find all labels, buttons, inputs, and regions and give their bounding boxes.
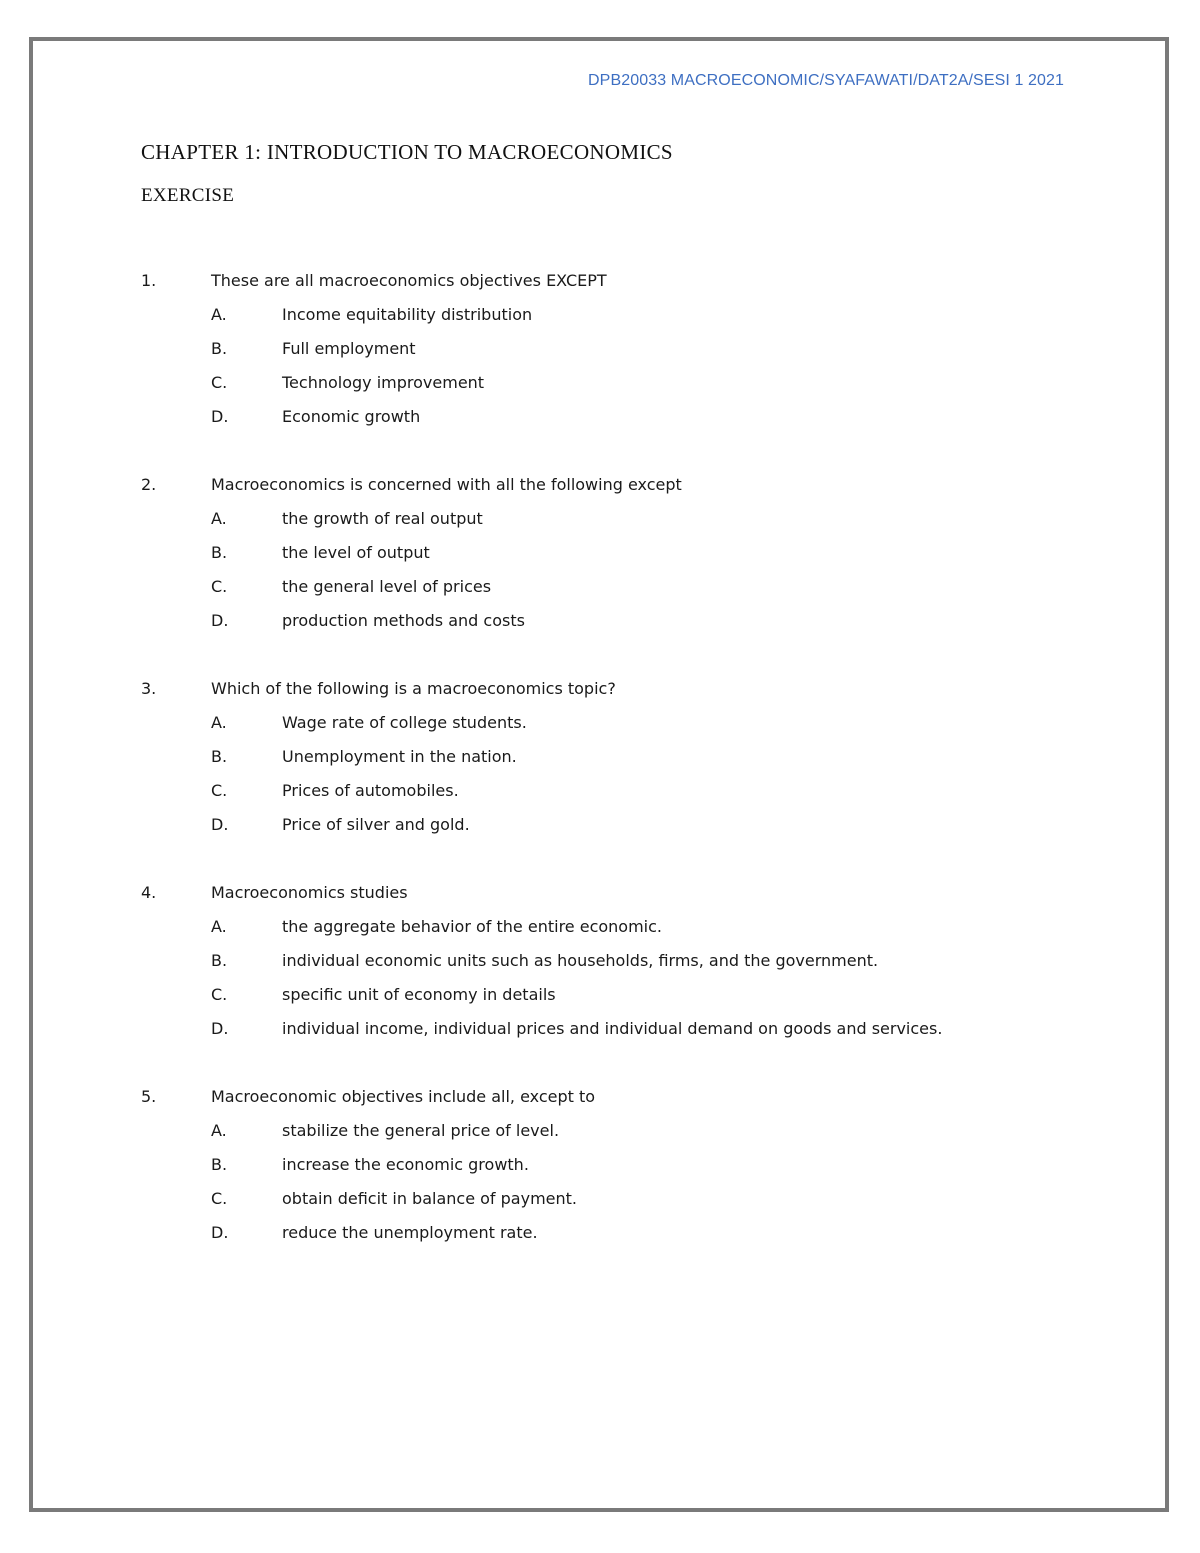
question-2 [141,474,1141,644]
option-text: production methods and costs [282,611,525,630]
option-a [141,916,1141,950]
question-5 [141,1086,1141,1256]
option-letter: D. [211,1223,229,1242]
question-1 [141,270,1141,440]
option-a [141,712,1141,746]
option-text: reduce the unemployment rate. [282,1223,538,1242]
option-b [141,950,1141,984]
option-letter: D. [211,1019,229,1038]
option-text: specific unit of economy in details [282,985,556,1004]
option-b [141,1154,1141,1188]
question-number: 4. [141,883,157,902]
option-letter: A. [211,1121,227,1140]
question-text: Macroeconomic objectives include all, except to [211,1087,596,1106]
option-text: Price of silver and gold. [282,815,470,834]
option-letter: B. [211,1155,228,1174]
option-text: individual income, individual prices and individual demand on goods and services. [282,1019,943,1038]
question-stem [141,1086,1141,1120]
option-letter: A. [211,917,227,936]
section-label: EXERCISE [141,185,235,206]
option-c [141,780,1141,814]
option-text: increase the economic growth. [282,1155,529,1174]
option-b [141,338,1141,372]
option-text: Unemployment in the nation. [282,747,517,766]
option-letter: A. [211,713,227,732]
option-text: Wage rate of college students. [282,713,527,732]
option-c [141,1188,1141,1222]
question-stem [141,678,1141,712]
option-letter: A. [211,509,227,528]
option-d [141,1018,1141,1052]
option-letter: D. [211,611,229,630]
option-letter: B. [211,339,228,358]
option-d [141,406,1141,440]
option-letter: B. [211,951,228,970]
option-text: Prices of automobiles. [282,781,459,800]
question-text: These are all macroeconomics objectives EXCEPT [211,271,607,290]
option-d [141,1222,1141,1256]
question-text: Macroeconomics is concerned with all the following except [211,475,682,494]
option-letter: B. [211,747,228,766]
option-letter: B. [211,543,228,562]
option-text: Income equitability distribution [282,305,533,324]
option-a [141,508,1141,542]
option-c [141,576,1141,610]
question-stem [141,474,1141,508]
option-c [141,372,1141,406]
option-letter: C. [211,373,228,392]
option-text: obtain deficit in balance of payment. [282,1189,577,1208]
question-number: 3. [141,679,157,698]
option-a [141,1120,1141,1154]
option-c [141,984,1141,1018]
course-reference-header: DPB20033 MACROECONOMIC/SYAFAWATI/DAT2A/SESI 1 2021 [588,72,1064,89]
chapter-title: CHAPTER 1: INTRODUCTION TO MACROECONOMICS [141,140,673,164]
option-text: individual economic units such as households, firms, and the government. [282,951,879,970]
option-text: the level of output [282,543,430,562]
question-3 [141,678,1141,848]
option-d [141,814,1141,848]
option-text: stabilize the general price of level. [282,1121,560,1140]
option-b [141,542,1141,576]
question-list [141,270,1141,1290]
option-text: Technology improvement [282,373,485,392]
option-letter: C. [211,1189,228,1208]
option-letter: A. [211,305,227,324]
option-text: the growth of real output [282,509,483,528]
option-d [141,610,1141,644]
question-text: Macroeconomics studies [211,883,408,902]
question-stem [141,270,1141,304]
option-a [141,304,1141,338]
option-text: Full employment [282,339,416,358]
option-letter: C. [211,577,228,596]
question-text: Which of the following is a macroeconomics topic? [211,679,616,698]
question-4 [141,882,1141,1052]
question-number: 2. [141,475,157,494]
option-b [141,746,1141,780]
option-letter: C. [211,781,228,800]
option-letter: D. [211,407,229,426]
question-number: 5. [141,1087,157,1106]
option-letter: D. [211,815,229,834]
option-text: Economic growth [282,407,421,426]
option-letter: C. [211,985,228,1004]
option-text: the aggregate behavior of the entire economic. [282,917,662,936]
question-number: 1. [141,271,157,290]
question-stem [141,882,1141,916]
option-text: the general level of prices [282,577,492,596]
